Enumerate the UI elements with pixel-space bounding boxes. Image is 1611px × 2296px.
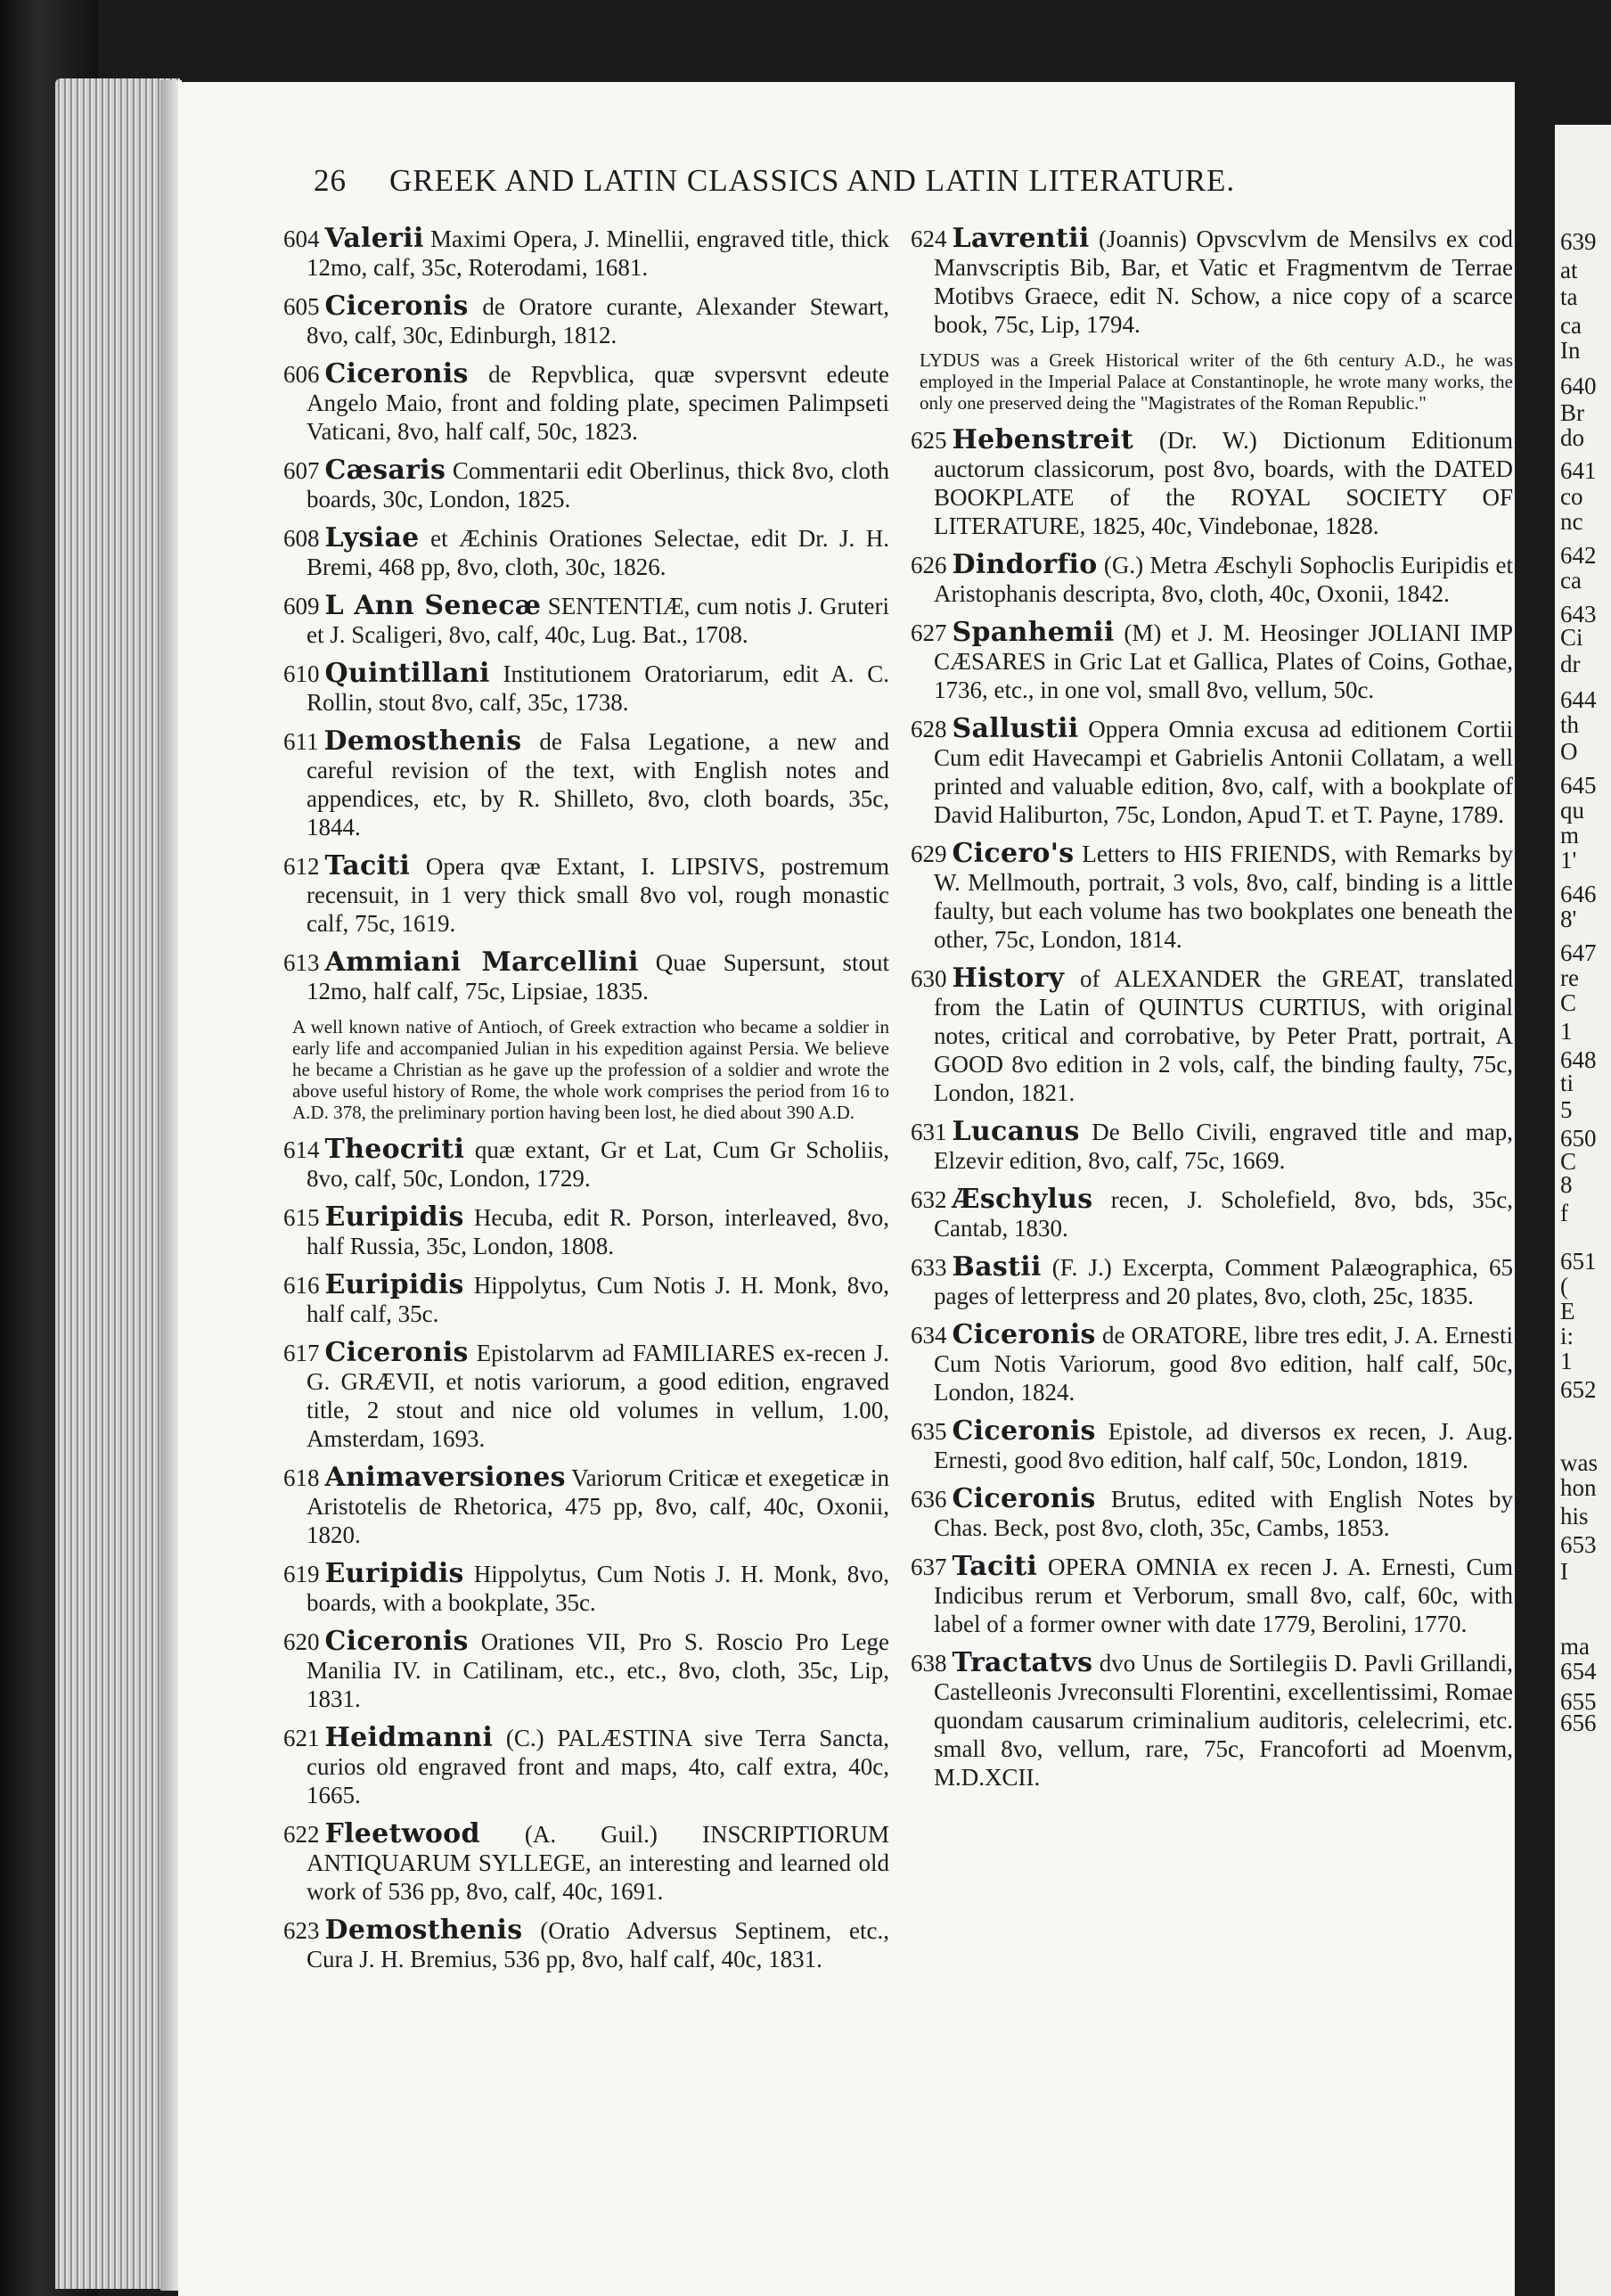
catalogue-entry (283, 1560, 889, 1617)
entry-number: 632 (911, 1186, 947, 1213)
entry-description: Commentarii edit Oberlinus, thick 8vo, cloth boards, 30c, London, 1825. (307, 457, 890, 512)
adjacent-page-text: ta (1560, 283, 1578, 310)
adjacent-page-text: do (1560, 424, 1584, 451)
entry-description: et Æchinis Orationes Selectae, edit Dr. J. H. Bremi, 468 pp, 8vo, cloth, 30c, 1826. (307, 525, 890, 580)
entry-headword: Cicero's (952, 838, 1075, 869)
adjacent-page-text: his (1560, 1503, 1589, 1529)
entry-number: 620 (283, 1628, 320, 1655)
entry-description: OPERA OMNIA ex recen J. A. Ernesti, Cum Indicibus rerum et Verborum, small 8vo, calf, 60c, with label of a former owner with date 1779, Berolini, 1770. (934, 1554, 1514, 1637)
adjacent-page-text: at (1560, 257, 1578, 283)
entry-headword: Euripidis (324, 1558, 464, 1589)
entry-description: Epistolarvm ad FAMILIARES ex-recen J. G. GRÆVII, et notis variorum, a good edition, engraved title, 2 stout and nice old volumes in vellum, 1.00, Amsterdam, 1693. (307, 1340, 889, 1452)
entry-headword: Animaversiones (324, 1462, 566, 1493)
entry-description: SENTENTIÆ, cum notis J. Gruteri et J. Scaligeri, 8vo, calf, 40c, Lug. Bat., 1708. (307, 593, 890, 648)
entry-headword: Euripidis (324, 1201, 464, 1233)
adjacent-page-text: 647 (1560, 939, 1597, 966)
entry-headword: Euripidis (324, 1269, 464, 1300)
adjacent-page-text: Ci (1560, 624, 1583, 651)
adjacent-page-text: ma (1560, 1633, 1590, 1660)
entry-description: (F. J.) Excerpta, Comment Palæographica, 65 pages of letterpress and 20 plates, 8vo, cloth, 25c, 1835. (934, 1254, 1514, 1309)
adjacent-page-text: 1 (1560, 1348, 1573, 1374)
catalogue-entry (283, 1203, 889, 1260)
adjacent-page-text: 650 (1560, 1125, 1597, 1152)
entry-number: 608 (283, 525, 320, 552)
catalogue-entry (283, 456, 889, 513)
entry-number: 625 (911, 427, 947, 454)
catalogue-entry (911, 1253, 1513, 1310)
entry-number: 634 (911, 1322, 947, 1349)
adjacent-page-text: th (1560, 711, 1580, 738)
catalogue-entry (283, 1136, 889, 1193)
entry-headword: Quintillani (324, 658, 490, 689)
entry-headword: Fleetwood (324, 1818, 480, 1849)
adjacent-page-text: 639 (1560, 228, 1597, 255)
entry-headword: Sallustii (952, 713, 1079, 744)
entry-description: quæ extant, Gr et Lat, Cum Gr Scholiis, 8vo, calf, 50c, London, 1729. (307, 1136, 890, 1192)
page-number: 26 (314, 163, 347, 198)
adjacent-page-text: 653 (1560, 1531, 1597, 1558)
entry-description: Orationes VII, Pro S. Roscio Pro Lege Manilia IV. in Catilinam, etc., etc., 8vo, cloth, 35c, Lip, 1831. (307, 1628, 889, 1712)
entry-number: 611 (283, 728, 319, 755)
adjacent-page-text: 656 (1560, 1710, 1597, 1736)
entry-headword: Demosthenis (324, 1915, 523, 1946)
entry-number: 630 (911, 965, 947, 992)
entry-headword: Lucanus (952, 1116, 1080, 1147)
entry-headword: Spanhemii (952, 617, 1115, 648)
adjacent-page-text: 8' (1560, 906, 1577, 932)
entry-description: Opera qvæ Extant, I. LIPSIVS, postremum recensuit, in 1 very thick small 8vo vol, rough monastic calf, 75c, 1619. (307, 853, 889, 937)
entry-description: Variorum Criticæ et exegeticæ in Aristotelis de Rhetorica, 475 pp, 8vo, calf, 40c, Oxonii, 1820. (307, 1464, 890, 1548)
adjacent-page-text: qu (1560, 797, 1584, 824)
entry-description: Hippolytus, Cum Notis J. H. Monk, 8vo, half calf, 35c. (307, 1272, 890, 1327)
entry-description: de ORATORE, libre tres edit, J. A. Ernesti Cum Notis Variorum, good 8vo edition, half calf, 50c, London, 1824. (934, 1322, 1514, 1406)
entry-headword: Dindorfio (952, 549, 1098, 580)
entry-headword: Taciti (952, 1551, 1038, 1582)
catalogue-entry (911, 619, 1513, 704)
entry-number: 636 (911, 1486, 947, 1513)
entry-number: 629 (911, 840, 947, 867)
entry-description: (M) et J. M. Heosinger JOLIANI IMP CÆSARES in Gric Lat et Gallica, Plates of Coins, Gothae, 1736, etc., in one vol, small 8vo, vellum, 50c. (934, 619, 1514, 703)
entry-headword: Bastii (952, 1251, 1042, 1283)
entry-number: 635 (911, 1418, 947, 1445)
catalogue-entry (911, 1485, 1513, 1542)
entry-number: 621 (283, 1725, 320, 1751)
catalogue-entry (283, 1820, 889, 1906)
catalogue-entry (911, 551, 1513, 608)
adjacent-page-text: f (1560, 1200, 1568, 1226)
entry-number: 626 (911, 552, 947, 578)
adjacent-page-text: 640 (1560, 373, 1597, 399)
entry-description: de Falsa Legatione, a new and careful revision of the text, with English notes and appendices, etc, by R. Shilleto, 8vo, cloth boards, 35c, 1844. (307, 728, 890, 840)
entry-description: (C.) PALÆSTINA sive Terra Sancta, curios old engraved front and maps, 4to, calf extra, 40c, 1665. (307, 1725, 889, 1808)
adjacent-page-text: E (1560, 1298, 1575, 1324)
entry-headword: Lavrentii (952, 223, 1090, 254)
entry-number: 633 (911, 1254, 947, 1281)
catalogue-entry (283, 660, 889, 717)
entry-number: 604 (283, 226, 320, 252)
catalogue-entry (911, 715, 1513, 829)
entry-number: 624 (911, 226, 947, 252)
adjacent-page-text: 645 (1560, 772, 1597, 799)
entry-headword: Hebenstreit (952, 424, 1134, 455)
entry-headword: Ciceronis (324, 1337, 469, 1368)
catalogue-entry (283, 948, 889, 1005)
entry-headword: Ciceronis (952, 1483, 1096, 1514)
entry-number: 627 (911, 619, 947, 646)
entry-description: de Repvblica, quæ svpersvnt edeute Angelo Maio, front and folding plate, specimen Palimpseti Vaticani, 8vo, half calf, 50c, 1823. (307, 361, 890, 445)
entry-number: 617 (283, 1340, 320, 1366)
adjacent-page-text: 644 (1560, 686, 1597, 713)
entry-headword: Valerii (324, 223, 424, 254)
entry-description: Maximi Opera, J. Minellii, engraved title, thick 12mo, calf, 35c, Roterodami, 1681. (307, 226, 889, 281)
entry-number: 605 (283, 293, 320, 320)
page-title: GREEK AND LATIN CLASSICS AND LATIN LITERATURE. (389, 163, 1236, 198)
entry-headword: Taciti (324, 850, 411, 882)
entry-number: 613 (283, 949, 320, 976)
entry-description: dvo Unus de Sortilegiis D. Pavli Grillandi, Castelleonis Jvreconsulti Florentini, excellentissimi, Romae quondam causarum criminalium auditoris, celelecrimi, etc. small 8vo, vellum, rare, 75c, Francoforti ad Moenvm, M.D.XCII. (934, 1650, 1513, 1791)
adjacent-page-text: ti (1560, 1070, 1574, 1096)
entry-headword: History (952, 963, 1065, 994)
adjacent-page-text: Br (1560, 399, 1584, 426)
catalogue-entry (283, 524, 889, 581)
entry-headword: Ciceronis (324, 358, 469, 390)
entry-number: 637 (911, 1554, 947, 1580)
catalogue-entry (911, 964, 1513, 1107)
adjacent-page-text: In (1560, 337, 1581, 364)
entry-description: (G.) Metra Æschyli Sophoclis Euripidis et Aristophanis descripta, 8vo, cloth, 40c, Oxonii, 1842. (934, 552, 1514, 607)
catalogue-entry (283, 727, 889, 841)
entry-number: 609 (283, 593, 320, 619)
catalogue-entry (911, 1321, 1513, 1406)
adjacent-page-text: 654 (1560, 1658, 1597, 1685)
entry-description: Hippolytus, Cum Notis J. H. Monk, 8vo, boards, with a bookplate, 35c. (307, 1561, 890, 1616)
adjacent-page-text: 651 (1560, 1248, 1597, 1275)
catalogue-entry (911, 1417, 1513, 1474)
entry-number: 615 (283, 1204, 320, 1231)
catalogue-entry (283, 225, 889, 282)
catalogue-entry (283, 1464, 889, 1549)
left-column (283, 225, 889, 1984)
entry-headword: Ammiani Marcellini (324, 947, 639, 978)
adjacent-page-text: m (1560, 822, 1580, 849)
catalogue-entry (911, 1185, 1513, 1242)
adjacent-page-text: re (1560, 964, 1579, 991)
entry-number: 618 (283, 1464, 320, 1491)
entry-number: 614 (283, 1136, 320, 1163)
entry-number: 612 (283, 853, 320, 880)
adjacent-page-text: ( (1560, 1273, 1568, 1300)
entry-note: A well known native of Antioch, of Greek extraction who became a soldier in early life and accompanied Julian in his expedition against Persia. We believe he became a Christian as he gave up the profession of a soldier and wrote the above useful history of Rome, the whole work comprises the period from 16 to A.D. 378, the preliminary portion having been lost, he died about 390 A.D. (292, 1016, 889, 1123)
entry-description: De Bello Civili, engraved title and map, Elzevir edition, 8vo, calf, 75c, 1669. (934, 1119, 1513, 1174)
entry-headword: Heidmanni (324, 1722, 494, 1753)
catalogue-entry (283, 592, 889, 649)
adjacent-page-text: hon (1560, 1474, 1597, 1501)
entry-number: 631 (911, 1119, 947, 1145)
entry-headword: Demosthenis (323, 726, 522, 757)
entry-description: of ALEXANDER the GREAT, translated from the Latin of QUINTUS CURTIUS, with original notes, critical and corrobative, by Peter Pratt, portrait, A GOOD 8vo edition in 2 vols, calf, the binding faulty, 75c, London, 1821. (934, 965, 1514, 1106)
adjacent-page-text: 5 (1560, 1096, 1573, 1123)
catalogue-entry (911, 1118, 1513, 1175)
adjacent-page-text: 655 (1560, 1688, 1597, 1715)
adjacent-page-text: ca (1560, 312, 1582, 339)
entry-headword: Æschylus (952, 1184, 1093, 1215)
entry-headword: L Ann Senecæ (324, 590, 542, 621)
catalogue-entry (283, 1271, 889, 1328)
running-head (314, 163, 1235, 199)
entry-description: Epistole, ad diversos ex recen, J. Aug. Ernesti, good 8vo edition, half calf, 50c, London, 1819. (934, 1418, 1514, 1473)
adjacent-page-text: nc (1560, 508, 1583, 535)
catalogue-entry (911, 840, 1513, 954)
entry-headword: Lysiae (324, 522, 420, 554)
adjacent-page-text: i: (1560, 1323, 1574, 1349)
entry-number: 622 (283, 1821, 320, 1848)
catalogue-entry (283, 1339, 889, 1453)
adjacent-page-text: 8 (1560, 1171, 1573, 1198)
entry-description: (Dr. W.) Dictionum Editionum auctorum classicorum, post 8vo, boards, with the DATED BOOKPLATE of the ROYAL SOCIETY OF LITERATURE, 1825, 40c, Vindebonae, 1828. (934, 427, 1513, 539)
catalogue-entry (911, 225, 1513, 339)
adjacent-page-text: 643 (1560, 601, 1597, 627)
catalogue-entry (283, 360, 889, 446)
catalogue-entry (283, 852, 889, 938)
entry-description: Institutionem Oratoriarum, edit A. C. Rollin, stout 8vo, calf, 35c, 1738. (307, 660, 889, 716)
entry-description: Quae Supersunt, stout 12mo, half calf, 75c, Lipsiae, 1835. (307, 949, 890, 1004)
entry-headword: Cæsaris (324, 455, 446, 486)
entry-description: Brutus, edited with English Notes by Chas. Beck, post 8vo, cloth, 35c, Cambs, 1853. (934, 1486, 1513, 1541)
adjacent-page-text: O (1560, 738, 1578, 765)
entry-note: LYDUS was a Greek Historical writer of the 6th century A.D., he was employed in the Imperial Palace at Constantinople, he wrote many works, the only one preserved deing the "Magistrates of the Roman Republic." (920, 349, 1513, 414)
entry-number: 606 (283, 361, 320, 388)
adjacent-page-text: 648 (1560, 1046, 1597, 1073)
entry-description: Letters to HIS FRIENDS, with Remarks by W. Mellmouth, portrait, 3 vols, 8vo, calf, binding is a little faulty, but each volume has two bookplates one beneath the other, 75c, London, 1814. (934, 840, 1513, 953)
entry-number: 623 (283, 1917, 320, 1944)
entry-number: 616 (283, 1272, 320, 1299)
entry-headword: Ciceronis (324, 291, 469, 322)
entry-number: 610 (283, 660, 320, 687)
entry-number: 619 (283, 1561, 320, 1587)
adjacent-page-text: dr (1560, 651, 1581, 677)
adjacent-page-text: 1 (1560, 1018, 1573, 1045)
entry-number: 607 (283, 457, 320, 484)
adjacent-page-text: ca (1560, 567, 1582, 594)
adjacent-page-fragment (1555, 125, 1611, 2296)
catalogue-entry (911, 1553, 1513, 1638)
entry-description: de Oratore curante, Alexander Stewart, 8vo, calf, 30c, Edinburgh, 1812. (307, 293, 890, 348)
entry-headword: Tractatvs (952, 1647, 1093, 1678)
entry-number: 638 (911, 1650, 947, 1677)
catalogue-entry (283, 1724, 889, 1809)
entry-headword: Ciceronis (952, 1415, 1096, 1447)
adjacent-page-text: co (1560, 483, 1583, 510)
catalogue-entry (911, 1649, 1513, 1792)
entry-description: (Joannis) Opvscvlvm de Mensilvs ex cod Manvscriptis Bib, Bar, et Vatic et Fragmentvm de Terrae Motibvs Graece, edit N. Schow, a nice copy of a scarce book, 75c, Lip, 1794. (934, 226, 1514, 338)
adjacent-page-text: C (1560, 989, 1577, 1016)
entry-description: Oppera Omnia excusa ad editionem Cortii Cum edit Havecampi et Gabrielis Antonii Collatam, a well printed and valuable edition, 8vo, calf, with a bookplate of David Haliburton, 75c, London, Apud T. et T. Payne, 1789. (934, 716, 1513, 828)
entry-description: (Oratio Adversus Septinem, etc., Cura J. H. Bremius, 536 pp, 8vo, half calf, 40c, 1831. (307, 1917, 889, 1972)
adjacent-page-text: was (1560, 1449, 1598, 1476)
entry-headword: Theocriti (324, 1134, 465, 1165)
adjacent-page-text: 642 (1560, 542, 1597, 569)
entry-description: (A. Guil.) INSCRIPTIORUM ANTIQUARUM SYLLEGE, an interesting and learned old work of 536 pp, 8vo, calf, 40c, 1691. (307, 1821, 889, 1905)
entry-number: 628 (911, 716, 947, 742)
entry-description: Hecuba, edit R. Porson, interleaved, 8vo, half Russia, 35c, London, 1808. (307, 1204, 889, 1259)
catalogue-entry (911, 426, 1513, 540)
adjacent-page-text: 1' (1560, 847, 1577, 873)
catalogue-entry (283, 292, 889, 349)
entry-description: recen, J. Scholefield, 8vo, bds, 35c, Cantab, 1830. (934, 1186, 1513, 1242)
catalogue-entry (283, 1916, 889, 1973)
adjacent-page-text: 646 (1560, 881, 1597, 907)
catalogue-entry (283, 1628, 889, 1713)
adjacent-page-text: 652 (1560, 1376, 1597, 1403)
adjacent-page-text: I (1560, 1558, 1568, 1585)
entry-headword: Ciceronis (952, 1319, 1096, 1350)
adjacent-page-text: C (1560, 1148, 1577, 1175)
adjacent-page-text: 641 (1560, 457, 1597, 484)
entry-headword: Ciceronis (324, 1626, 469, 1657)
right-column (911, 225, 1513, 1802)
